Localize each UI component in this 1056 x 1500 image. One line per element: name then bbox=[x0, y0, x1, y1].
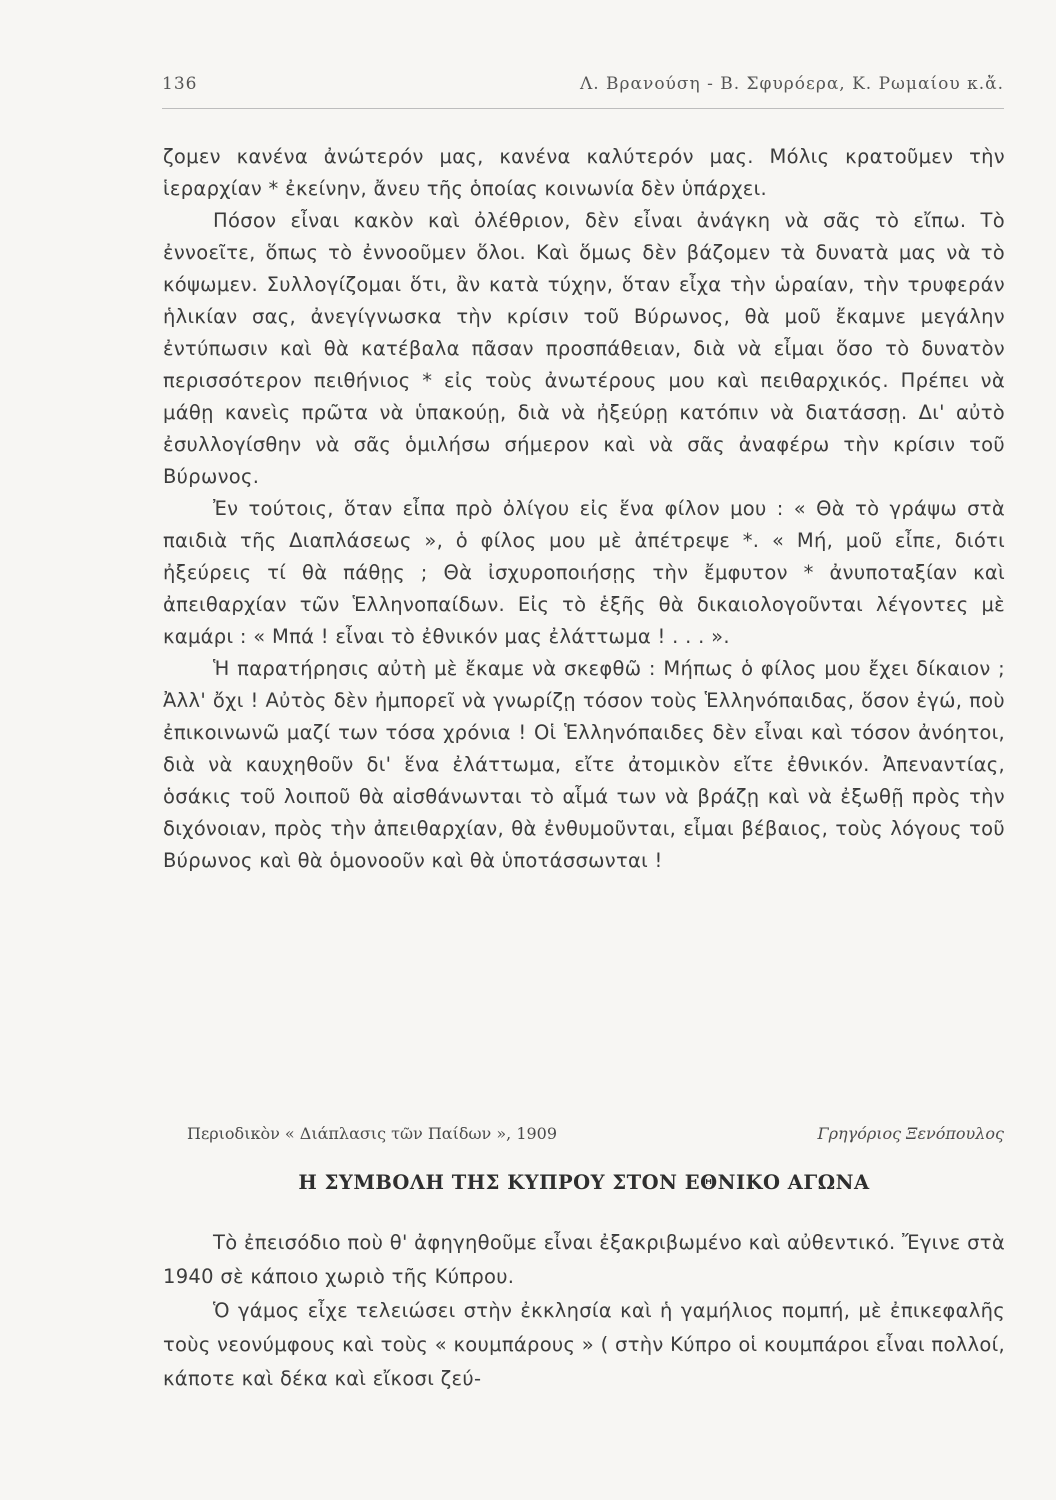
paragraph: Τὸ ἐπεισόδιο ποὺ θ' ἀφηγηθοῦμε εἶναι ἐξακριβωμένο καὶ αὐθεντικό. Ἔγινε στὰ 1940 σὲ κάποιο χωριὸ τῆς Κύπρου. bbox=[163, 1231, 1005, 1288]
header-rule bbox=[162, 108, 1004, 109]
author-name: Γρηγόριος Ξενόπουλος bbox=[817, 1124, 1004, 1143]
page-number: 136 bbox=[162, 74, 198, 94]
page-header bbox=[162, 74, 1004, 104]
paragraph: Ἡ παρατήρησις αὐτὴ μὲ ἔκαμε νὰ σκεφθῶ : Μήπως ὁ φίλος μου ἔχει δίκαιον ; Ἀλλ' ὄχι ! Αὐτὸς δὲν ἠμπορεῖ νὰ γνωρίζῃ τόσον τοὺς Ἑλληνόπαιδας, ὅσον ἐγώ, ποὺ ἐπικοινωνῶ μαζί των τόσα χρόνια ! Οἱ Ἑλληνόπαιδες δὲν εἶναι καὶ τόσον ἀνόητοι, διὰ νὰ καυχηθοῦν δι' ἕνα ἐλάττωμα, εἴτε ἀτομικὸν εἴτε ἐθνικόν. Ἀπεναντίας, ὁσάκις τοῦ λοιποῦ θὰ αἰσθάνωνται τὸ αἷμά των νὰ βράζῃ καὶ νὰ ἐξωθῇ πρὸς τὴν διχόνοιαν, πρὸς τὴν ἀπειθαρχίαν, θὰ ἐνθυμοῦνται, εἶμαι βέβαιος, τοὺς λόγους τοῦ Βύρωνος καὶ θὰ ὁμονοοῦν καὶ θὰ ὑποτάσσωνται ! bbox=[163, 657, 1005, 872]
section-heading: Η ΣΥΜΒΟΛΗ ΤΗΣ ΚΥΠΡΟΥ ΣΤΟΝ ΕΘΝΙΚΟ ΑΓΩΝΑ bbox=[298, 1171, 870, 1194]
paragraph: Ὁ γάμος εἶχε τελειώσει στὴν ἐκκλησία καὶ ἡ γαμήλιος πομπή, μὲ ἐπικεφαλῆς τοὺς νεονύμφους καὶ τοὺς « κουμπάρους » ( στὴν Κύπρο οἱ κουμπάροι εἶναι πολλοί, κάποτε καὶ δέκα καὶ εἴκοσι ζεύ- bbox=[163, 1299, 1005, 1390]
running-head: Λ. Βρανούση - Β. Σφυρόερα, Κ. Ρωμαίου κ.ἄ. bbox=[579, 74, 1004, 94]
paragraph: Πόσον εἶναι κακὸν καὶ ὀλέθριον, δὲν εἶναι ἀνάγκη νὰ σᾶς τὸ εἴπω. Τὸ ἐννοεῖτε, ὅπως τὸ ἐννοοῦμεν ὅλοι. Καὶ ὅμως δὲν βάζομεν τὰ δυνατὰ μας νὰ τὸ κόψωμεν. Συλλογίζομαι ὅτι, ἂν κατὰ τύχην, ὅταν εἶχα τὴν ὡραίαν, τὴν τρυφεράν ἡλικίαν σας, ἀνεγίγνωσκα τὴν κρίσιν τοῦ Βύρωνος, θὰ μοῦ ἔκαμνε μεγάλην ἐντύπωσιν καὶ θὰ κατέβαλα πᾶσαν προσπάθειαν, διὰ νὰ εἶμαι ὅσο τὸ δυνατὸν περισσότερον πειθήνιος * εἰς τοὺς ἀνωτέρους μου καὶ πειθαρχικός. Πρέπει νὰ μάθῃ κανεὶς πρῶτα νὰ ὑπακούῃ, διὰ νὰ ἠξεύρῃ κατόπιν νὰ διατάσσῃ. Δι' αὐτὸ ἐσυλλογίσθην νὰ σᾶς ὁμιλήσω σήμερον καὶ νὰ σᾶς ἀναφέρω τὴν κρίσιν τοῦ Βύρωνος. bbox=[163, 209, 1005, 488]
paragraph: ζομεν κανένα ἀνώτερόν μας, κανένα καλύτερόν μας. Μόλις κρατοῦμεν τὴν ἱεραρχίαν * ἐκείνην, ἄνευ τῆς ὁποίας κοινωνία δὲν ὑπάρχει. bbox=[163, 145, 1005, 200]
source-citation bbox=[187, 1124, 1004, 1154]
periodical-source: Περιοδικὸν « Διάπλασις τῶν Παίδων », 1909 bbox=[187, 1124, 558, 1143]
main-text bbox=[163, 141, 1005, 877]
paragraph: Ἐν τούτοις, ὅταν εἶπα πρὸ ὀλίγου εἰς ἕνα φίλον μου : « Θὰ τὸ γράψω στὰ παιδιὰ τῆς Διαπλάσεως », ὁ φίλος μου μὲ ἀπέτρεψε *. « Μή, μοῦ εἶπε, διότι ἠξεύρεις τί θὰ πάθῃς ; Θὰ ἰσχυροποιήσῃς τὴν ἔμφυτον * ἀνυποταξίαν καὶ ἀπειθαρχίαν τῶν Ἑλληνοπαίδων. Εἰς τὸ ἑξῆς θὰ δικαιολογοῦνται λέγοντες μὲ καμάρι : « Μπά ! εἶναι τὸ ἐθνικόν μας ἐλάττωμα ! . . . ». bbox=[163, 497, 1005, 648]
section-text bbox=[163, 1226, 1005, 1396]
